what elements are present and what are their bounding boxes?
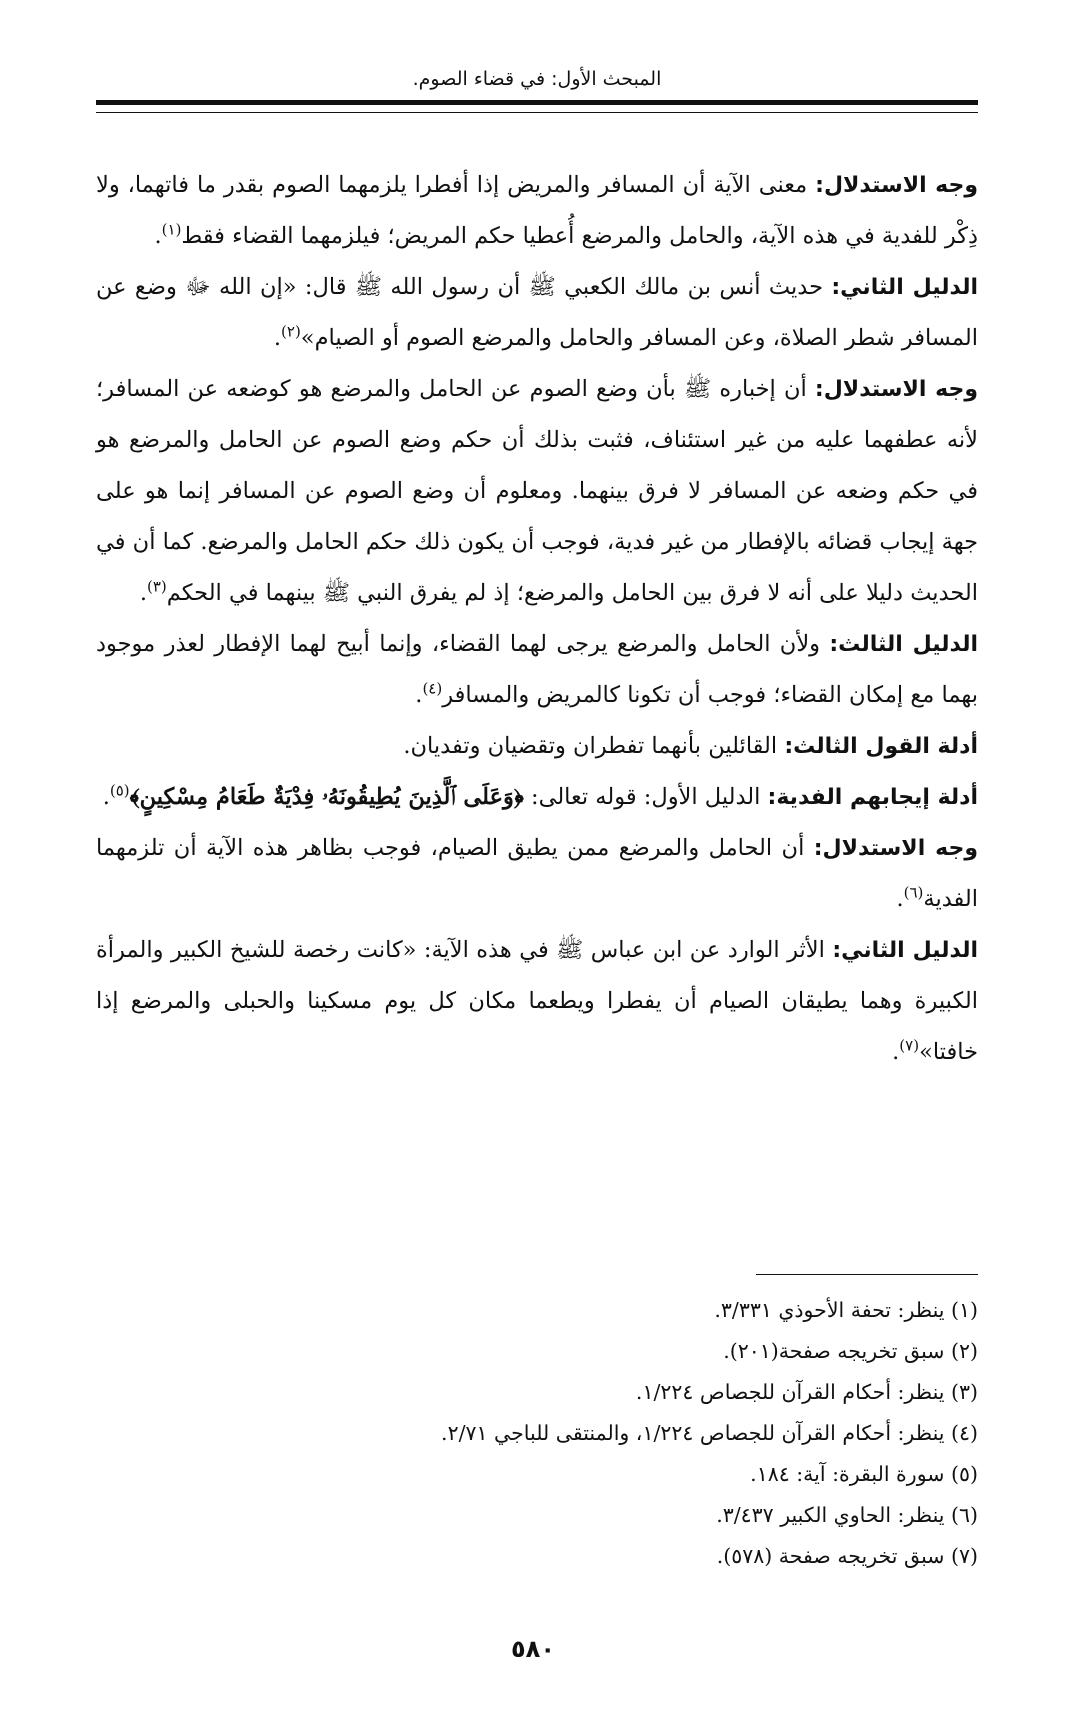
paragraph [96, 823, 978, 925]
footnote-ref[interactable]: (٧) [899, 1036, 920, 1055]
paragraph-end: . [102, 784, 110, 810]
paragraph-text: أن الحامل والمرضع ممن يطيق الصيام، فوجب بظاهر هذه الآية أن تلزمهما الفدية [96, 835, 978, 912]
paragraph [96, 160, 978, 262]
footnote: (١) ينظر: تحفة الأحوذي ٣/٣٣١. [714, 1298, 978, 1322]
footnote: (٧) سبق تخريجه صفحة (٥٧٨). [716, 1544, 978, 1568]
paragraph [96, 262, 978, 364]
paragraph [96, 925, 978, 1078]
footnote: (٥) سورة البقرة: آية: ١٨٤. [750, 1462, 978, 1486]
paragraph-text: الأثر الوارد عن ابن عباس ﷺ في هذه الآية: «كانت رخصة للشيخ الكبير والمرأة الكبيرة وهما يطيقان الصيام أن يفطرا ويطعما مكان كل يوم مسكينا والحبلى والمرضع إذا خافتا» [96, 937, 978, 1065]
paragraph-label: الدليل الثالث: [829, 632, 979, 657]
footnote-ref[interactable]: (٣) [146, 577, 167, 596]
footnote-ref[interactable]: (٤) [422, 679, 443, 698]
footnote-ref[interactable]: (٦) [903, 883, 924, 902]
paragraph-end: . [154, 223, 162, 249]
paragraph [96, 721, 978, 772]
paragraph-label: وجه الاستدلال: [815, 173, 978, 198]
footnote-separator [756, 1274, 978, 1275]
page-number: ٥٨٠ [511, 1635, 555, 1663]
paragraph-end: . [892, 1039, 900, 1065]
paragraph [96, 619, 978, 721]
quran-verse: ﴿وَعَلَى ٱلَّذِينَ يُطِيقُونَهُۥ فِدْيَةٌ طَعَامُ مِسْكِينٍ﴾ [129, 784, 524, 810]
paragraph [96, 772, 978, 823]
paragraph-end: . [139, 580, 147, 606]
paragraph-label: الدليل الثاني: [831, 275, 979, 300]
footnote-ref[interactable]: (١) [161, 220, 182, 239]
paragraph-end: . [415, 682, 423, 708]
footnote: (٤) ينظر: أحكام القرآن للجصاص ١/٢٢٤، والمنتقى للباجي ٢/٧١. [441, 1421, 978, 1445]
footnote: (٣) ينظر: أحكام القرآن للجصاص ١/٢٢٤. [635, 1380, 978, 1404]
paragraph-end: . [896, 886, 904, 912]
paragraph-text: معنى الآية أن المسافر والمريض إذا أفطرا يلزمهما الصوم بقدر ما فاتهما، ولا ذِكْر للفدية في هذه الآية، والحامل والمرضع أُعطيا حكم المريض؛ فيلزمهما القضاء فقط [96, 172, 978, 249]
paragraph-label: وجه الاستدلال: [814, 377, 978, 402]
paragraph [96, 364, 978, 619]
footnote-ref[interactable]: (٥) [109, 781, 130, 800]
paragraph-end: . [273, 325, 282, 351]
main-text [96, 160, 978, 1078]
running-header: المبحث الأول: في قضاء الصوم. [412, 68, 662, 90]
paragraph-label: الدليل الثاني: [832, 938, 979, 963]
footnotes [96, 1290, 978, 1577]
paragraph-text: القائلين بأنهما تفطران وتقضيان وتفديان. [403, 733, 785, 759]
paragraph-text: ولأن الحامل والمرضع يرجى لهما القضاء، وإنما أبيح لهما الإفطار لعذر موجود بهما مع إمكان القضاء؛ فوجب أن تكونا كالمريض والمسافر [96, 631, 978, 708]
paragraph-label: أدلة إيجابهم الفدية: [767, 785, 978, 810]
footnote: (٢) سبق تخريجه صفحة(٢٠١). [723, 1339, 978, 1363]
paragraph-text: حديث أنس بن مالك الكعبي ﷺ أن رسول الله ﷺ قال: «إن الله ﷻ وضع عن المسافر شطر الصلاة، وعن المسافر والحامل والمرضع الصوم أو الصيام» [96, 274, 978, 351]
paragraph-text: أن إخباره ﷺ بأن وضع الصوم عن الحامل والمرضع هو كوضعه عن المسافر؛ لأنه عطفهما عليه من غير استئناف، فثبت بذلك أن حكم وضع الصوم عن الحامل والمرضع هو في حكم وضعه عن المسافر لا فرق بينهما. ومعلوم أن وضع الصوم عن المسافر إنما هو على جهة إيجاب قضائه بالإفطار من غير فدية، فوجب أن يكون ذلك حكم الحامل والمرضع. كما أن في الحديث دليلا على أنه لا فرق بين الحامل والمرضع؛ إذ لم يفرق النبي ﷺ بينهما في الحكم [96, 376, 978, 606]
footnote-ref[interactable]: (٢) [281, 322, 301, 341]
header-rule [96, 100, 978, 113]
paragraph-label: أدلة القول الثالث: [784, 734, 978, 759]
paragraph-text: الدليل الأول: قوله تعالى: [523, 784, 768, 810]
footnote: (٦) ينظر: الحاوي الكبير ٣/٤٣٧. [716, 1503, 978, 1527]
paragraph-label: وجه الاستدلال: [813, 836, 979, 861]
